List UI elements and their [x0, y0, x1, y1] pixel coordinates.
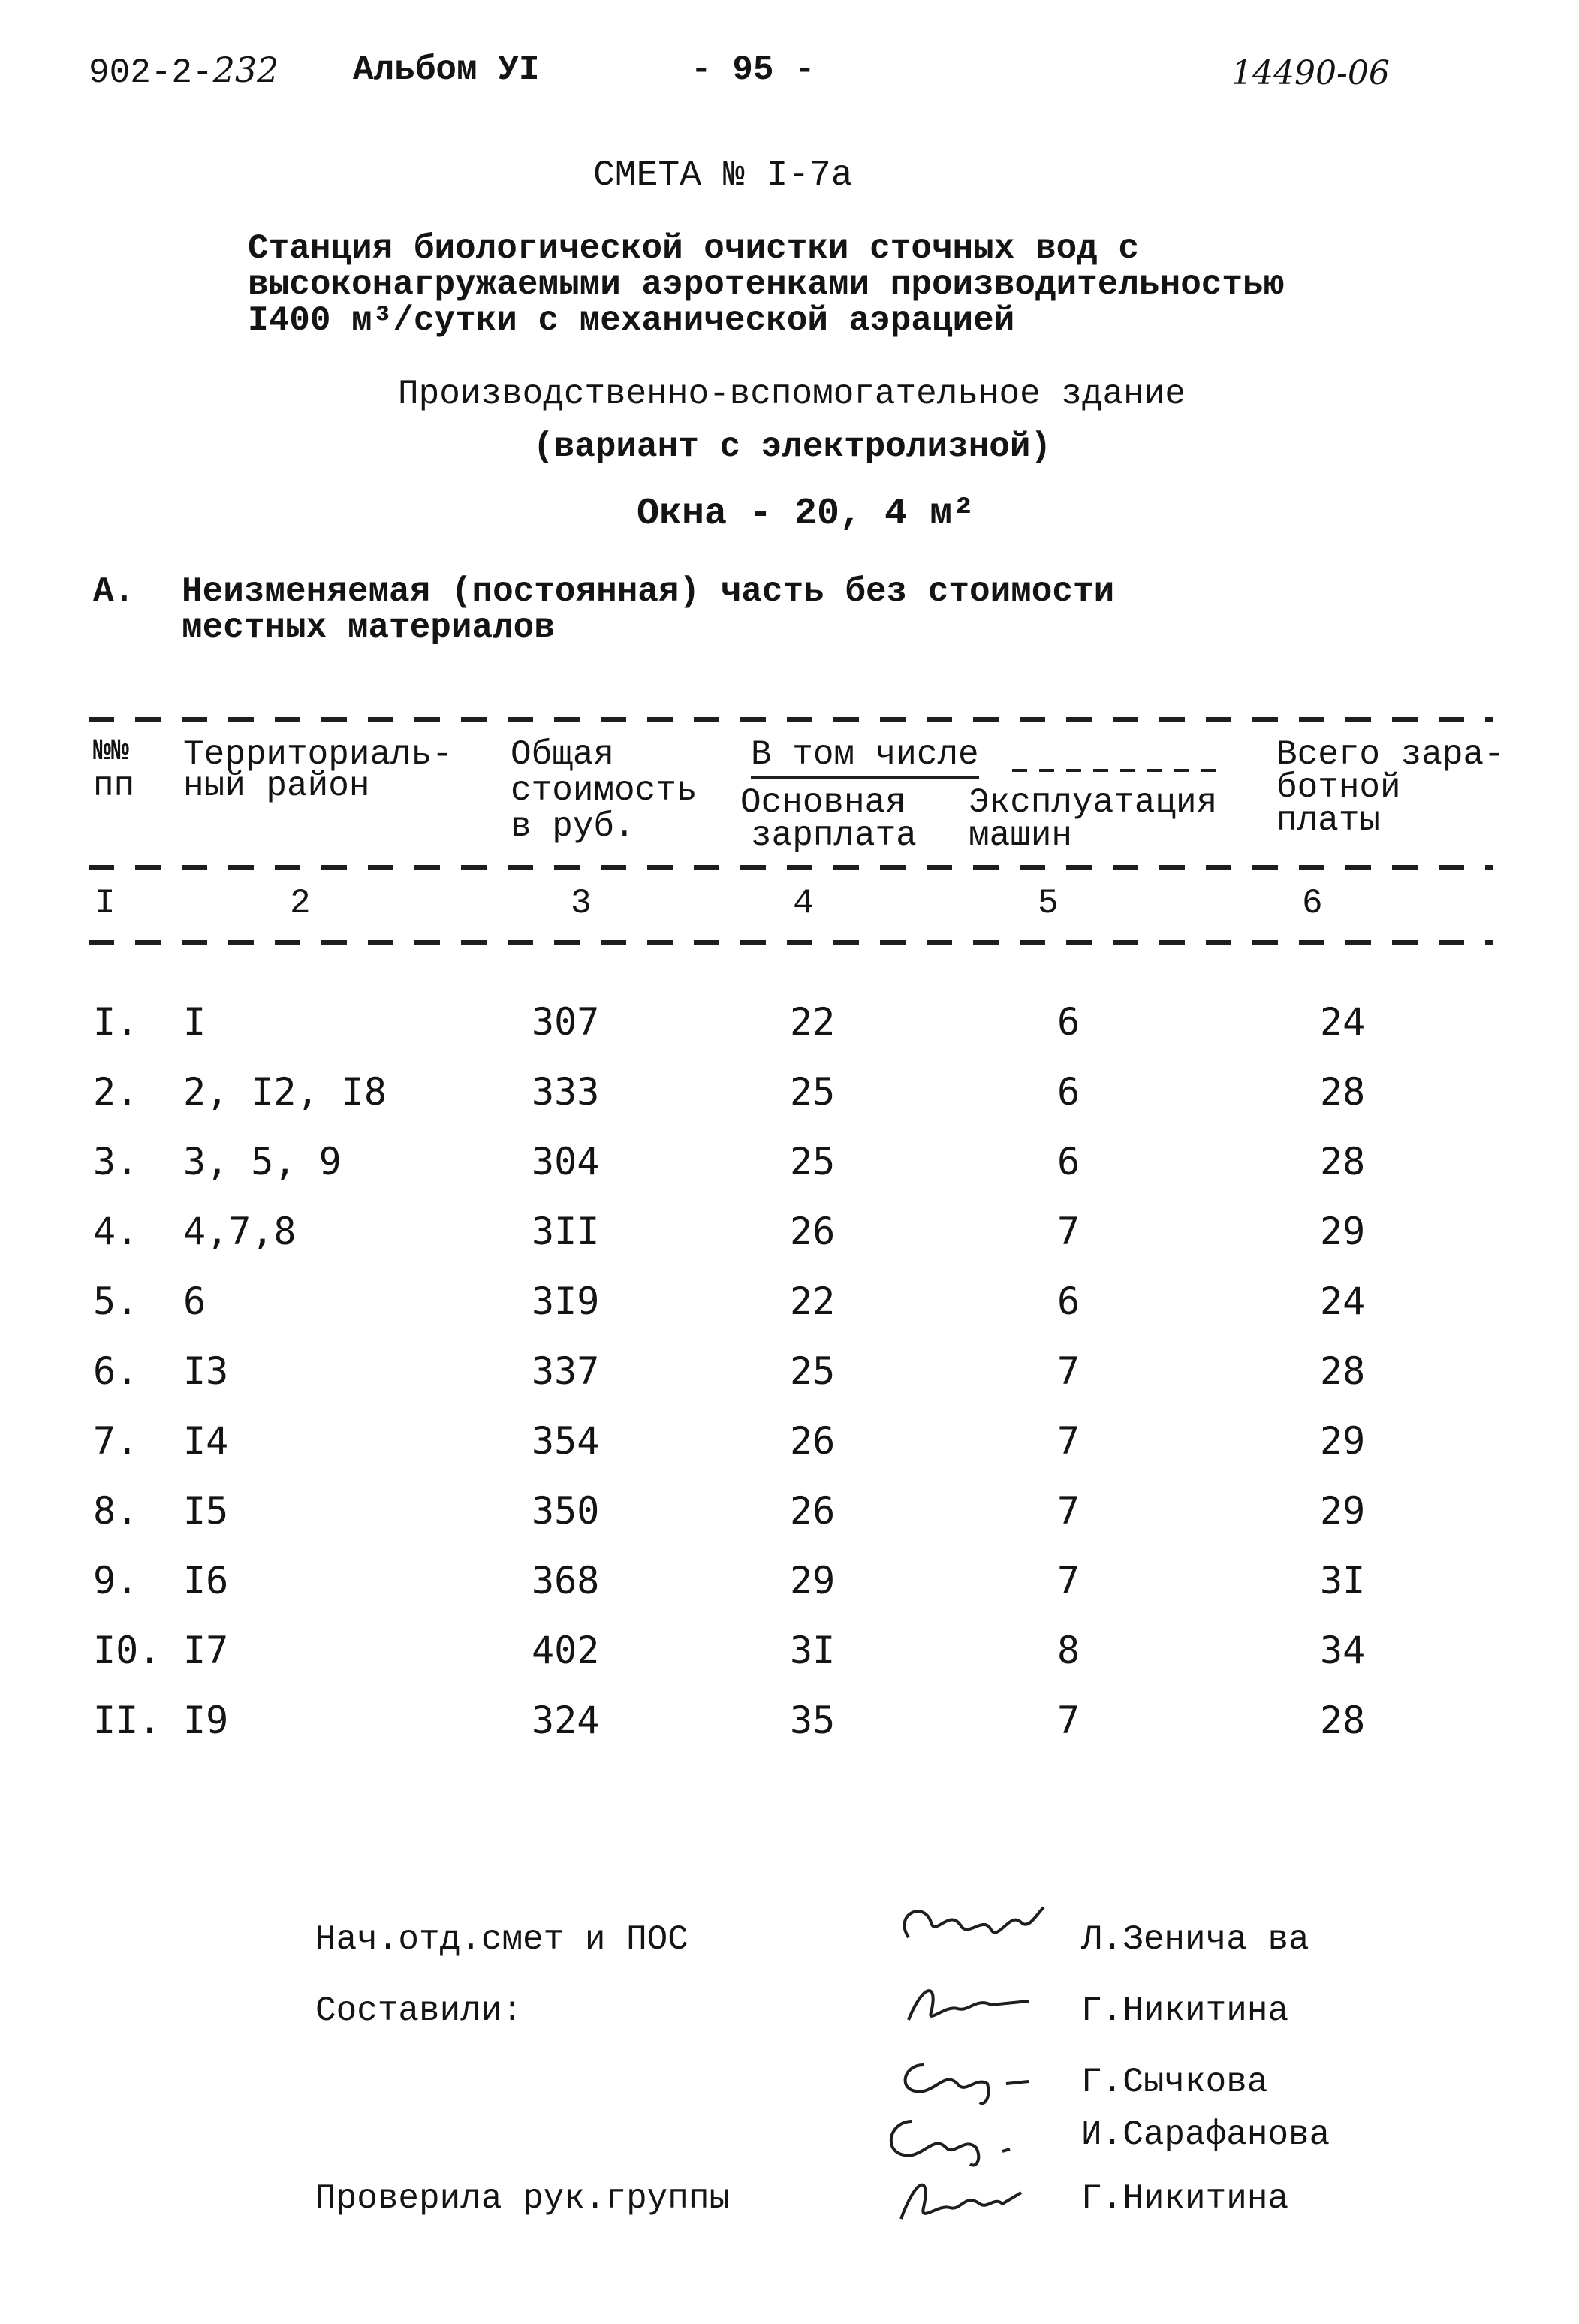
cell-number: 5.: [93, 1280, 139, 1323]
col-num-header-2: пп: [93, 767, 135, 806]
inventory-number: 14490-06: [1231, 54, 1390, 92]
cell-number: 4.: [93, 1210, 139, 1253]
cell-salary: 26: [790, 1489, 836, 1533]
col-number-5: 5: [1038, 884, 1059, 923]
cell-salary: 25: [790, 1349, 836, 1393]
cell-machines: 6: [1057, 1000, 1080, 1044]
cell-machines: 7: [1057, 1419, 1080, 1463]
page-number: - 95 -: [691, 50, 815, 89]
cell-number: II.: [93, 1699, 161, 1742]
col-num-header-1: №№: [93, 735, 130, 769]
table-header-rule: [89, 865, 1493, 870]
cell-region: I9: [183, 1699, 229, 1742]
cell-number: I.: [93, 1000, 139, 1044]
handwritten-signature: [871, 2163, 1051, 2230]
cell-wages: 28: [1320, 1699, 1366, 1742]
cell-region: I6: [183, 1559, 229, 1602]
col-total-header-1: Общая: [511, 735, 615, 774]
cell-machines: 7: [1057, 1559, 1080, 1602]
cell-wages: 29: [1320, 1419, 1366, 1463]
cell-total: 350: [532, 1489, 600, 1533]
cell-salary: 22: [790, 1000, 836, 1044]
cell-wages: 3I: [1320, 1559, 1366, 1602]
col-salary-header-1: Основная: [740, 783, 906, 822]
windows-area: Окна - 20, 4 м²: [637, 493, 975, 535]
subtitle-line-1: Станция биологической очистки сточных вод с: [248, 229, 1139, 268]
document-code-printed: 902-2-: [89, 53, 213, 92]
handwritten-signature: [878, 2042, 1059, 2110]
signature-role-head: Нач.отд.смет и ПОС: [315, 1920, 689, 1959]
cell-total: 354: [532, 1419, 600, 1463]
cell-total: 333: [532, 1070, 600, 1114]
cell-salary: 25: [790, 1140, 836, 1183]
cell-salary: 35: [790, 1699, 836, 1742]
col-wages-header-1: Всего зара-: [1276, 735, 1505, 774]
signature-name-3: Г.Сычкова: [1081, 2063, 1268, 2102]
cell-wages: 24: [1320, 1280, 1366, 1323]
cell-region: 3, 5, 9: [183, 1140, 342, 1183]
cell-wages: 28: [1320, 1349, 1366, 1393]
cell-machines: 6: [1057, 1140, 1080, 1183]
col-wages-header-3: платы: [1276, 801, 1381, 840]
cell-total: 307: [532, 1000, 600, 1044]
cell-number: 3.: [93, 1140, 139, 1183]
cell-total: 3I9: [532, 1280, 600, 1323]
cell-total: 337: [532, 1349, 600, 1393]
cell-machines: 7: [1057, 1349, 1080, 1393]
col-machines-header-1: Эксплуатация: [969, 783, 1218, 822]
signature-name-2: Г.Никитина: [1081, 1991, 1289, 2030]
cell-wages: 34: [1320, 1629, 1366, 1672]
cell-wages: 24: [1320, 1000, 1366, 1044]
cell-number: 6.: [93, 1349, 139, 1393]
cell-region: I5: [183, 1489, 229, 1533]
cell-wages: 28: [1320, 1140, 1366, 1183]
cell-wages: 28: [1320, 1070, 1366, 1114]
handwritten-signature: [863, 2102, 1044, 2170]
handwritten-signature: [886, 1967, 1066, 2035]
cell-region: 2, I2, I8: [183, 1070, 387, 1114]
col-total-header-2: стоимость: [511, 771, 698, 810]
col-region-header-2: ный район: [183, 767, 370, 806]
signature-name-4: И.Сарафанова: [1081, 2115, 1330, 2154]
cell-region: I: [183, 1000, 206, 1044]
col-incl-header: [751, 737, 979, 772]
col-machines-header-2: машин: [969, 816, 1073, 855]
col-number-1: I: [95, 884, 116, 923]
signature-role-checked: Проверила рук.группы: [315, 2179, 731, 2218]
cell-number: 9.: [93, 1559, 139, 1602]
col-region-header-1: Территориаль-: [183, 735, 453, 774]
col-wages-header-2: ботной: [1276, 768, 1401, 807]
cell-salary: 26: [790, 1210, 836, 1253]
cell-total: 304: [532, 1140, 600, 1183]
col-number-6: 6: [1302, 884, 1323, 923]
section-letter: А.: [93, 572, 135, 611]
building-line-1: Производственно-вспомогательное здание: [398, 375, 1186, 414]
cell-wages: 29: [1320, 1210, 1366, 1253]
cell-total: 402: [532, 1629, 600, 1672]
cell-total: 324: [532, 1699, 600, 1742]
cell-machines: 6: [1057, 1070, 1080, 1114]
col-number-4: 4: [793, 884, 814, 923]
subtitle-line-2: высоконагружаемыми аэротенками производительностью: [248, 265, 1285, 304]
document-code-handwritten: 232: [212, 50, 279, 90]
cell-machines: 7: [1057, 1699, 1080, 1742]
cell-salary: 22: [790, 1280, 836, 1323]
section-line-2: местных материалов: [182, 608, 555, 647]
cell-total: 3II: [532, 1210, 600, 1253]
estimate-title: СМЕТА № I-7а: [593, 155, 853, 196]
col-number-2: 2: [290, 884, 311, 923]
signature-name-5: Г.Никитина: [1081, 2179, 1289, 2218]
cell-machines: 7: [1057, 1489, 1080, 1533]
document-code: [89, 50, 279, 92]
cell-number: 8.: [93, 1489, 139, 1533]
signature-name-1: Л.Зенича ва: [1081, 1920, 1309, 1959]
col-total-header-3: в руб.: [511, 807, 635, 846]
signature-role-compiled: Составили:: [315, 1991, 523, 2030]
cell-region: I4: [183, 1419, 229, 1463]
cell-region: I3: [183, 1349, 229, 1393]
handwritten-signature: [878, 1892, 1059, 1960]
cell-machines: 6: [1057, 1280, 1080, 1323]
table-numbering-rule: [89, 940, 1493, 945]
cell-region: I7: [183, 1629, 229, 1672]
cell-machines: 7: [1057, 1210, 1080, 1253]
cell-region: 6: [183, 1280, 206, 1323]
incl-rule: [1012, 769, 1222, 772]
cell-number: 7.: [93, 1419, 139, 1463]
cell-salary: 26: [790, 1419, 836, 1463]
cell-region: 4,7,8: [183, 1210, 297, 1253]
table-top-rule: [89, 717, 1493, 722]
subtitle-line-3: I400 м³/сутки с механической аэрацией: [248, 301, 1015, 340]
section-line-1: Неизменяемая (постоянная) часть без стоимости: [182, 572, 1115, 611]
cell-salary: 25: [790, 1070, 836, 1114]
cell-salary: 3I: [790, 1629, 836, 1672]
col-incl-header-text: В том числе: [751, 735, 979, 779]
cell-wages: 29: [1320, 1489, 1366, 1533]
col-salary-header-2: зарплата: [751, 816, 917, 855]
cell-number: I0.: [93, 1629, 161, 1672]
cell-number: 2.: [93, 1070, 139, 1114]
col-number-3: 3: [571, 884, 592, 923]
cell-salary: 29: [790, 1559, 836, 1602]
cell-machines: 8: [1057, 1629, 1080, 1672]
cell-total: 368: [532, 1559, 600, 1602]
building-line-2: (вариант с электролизной): [533, 427, 1052, 466]
album-label: Альбом УI: [353, 50, 540, 89]
